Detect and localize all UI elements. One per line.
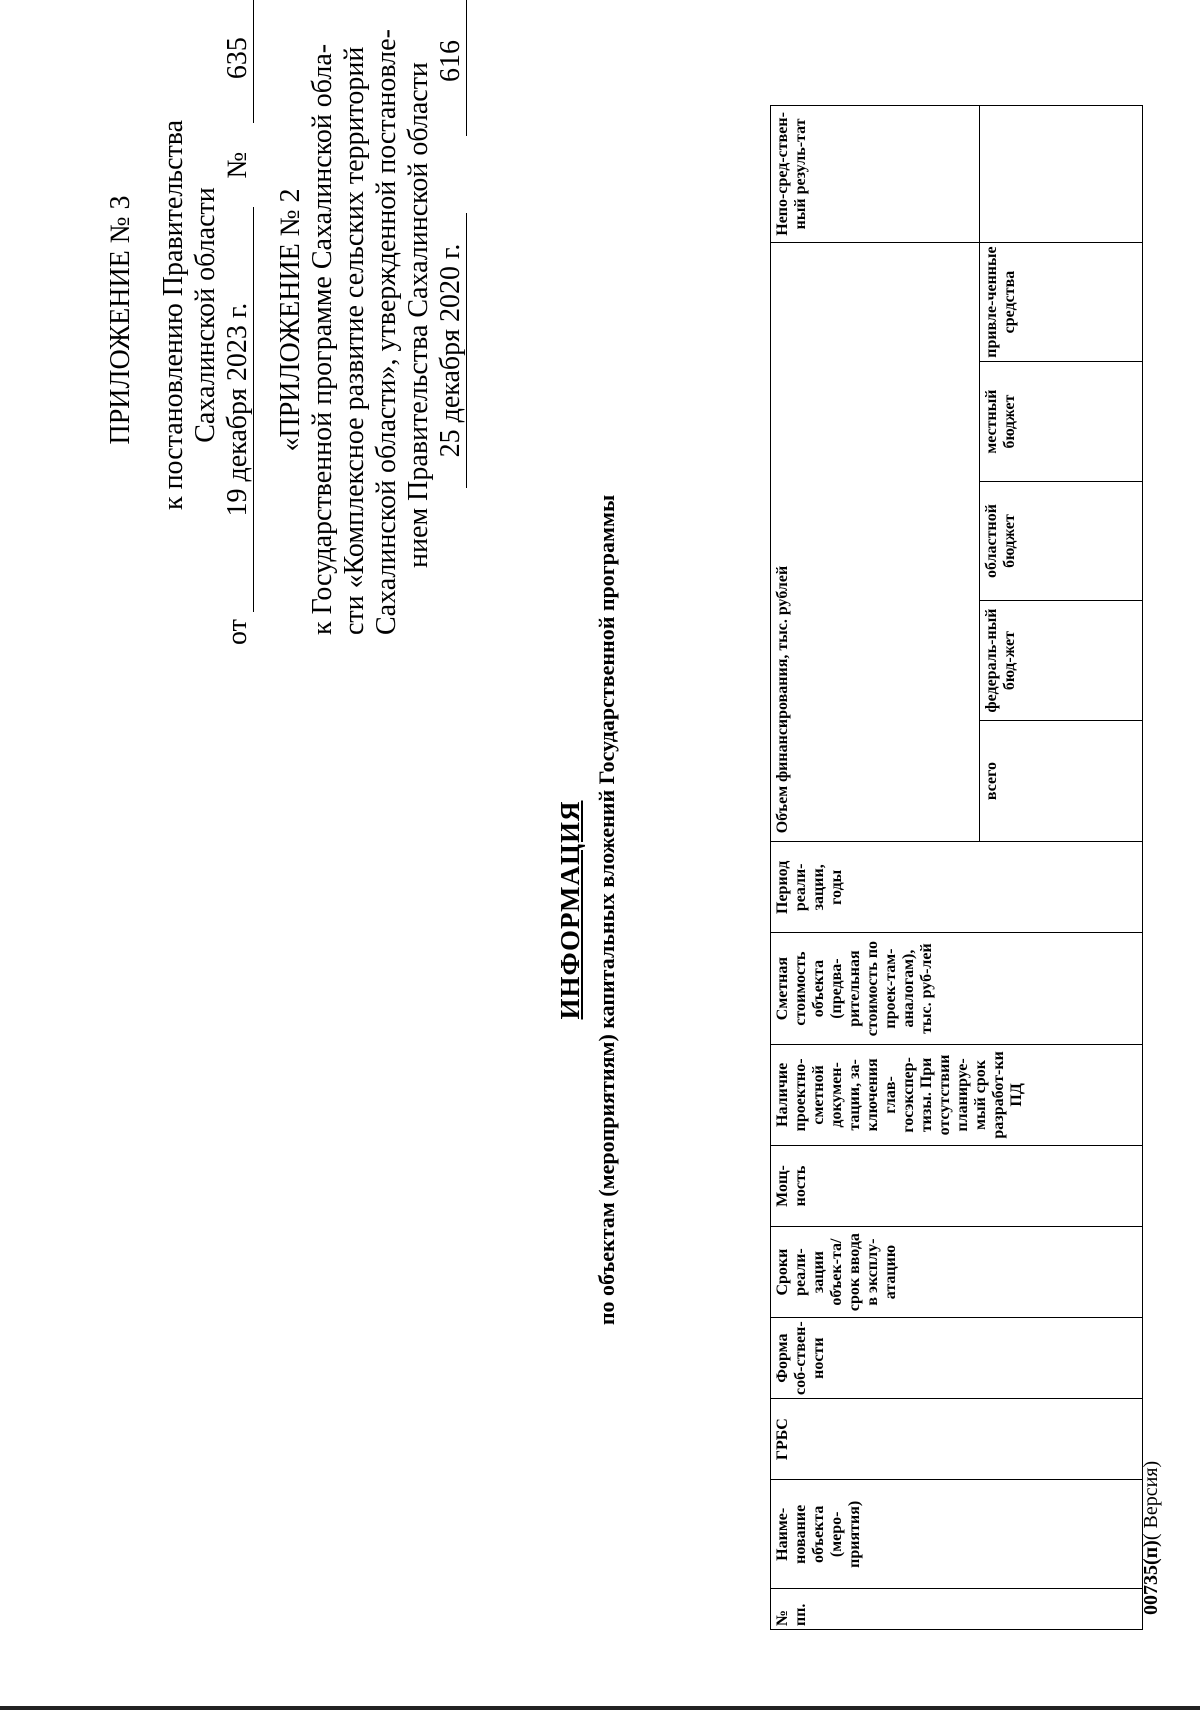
header-result: Непо-сред-ствен-ный резуль-тат (771, 106, 980, 243)
prior-line-1: к Государственной программе Сахалинской обла- (307, 43, 338, 635)
scan-edge-line (0, 1706, 1200, 1710)
header-estimate: Сметная стоимость объекта (предва-рительная стоимость по проек-там-аналогам), тыс. руб-лей (771, 933, 1143, 1044)
header-grbs: ГРБС (771, 1399, 1143, 1480)
header-capacity: Мощ-ность (771, 1146, 1143, 1227)
subheader-regional: областной бюджет (979, 481, 1142, 600)
header-period: Период реали-зации, годы (771, 842, 1143, 933)
decree-date: 19 декабря 2023 г. (223, 207, 254, 612)
table-header-row (771, 106, 980, 1630)
prior-date: 25 декабря 2020 г. (436, 213, 467, 488)
number-label: № (222, 151, 253, 179)
subheader-federal: федераль-ный бюд-жет (979, 601, 1142, 720)
header-financing: Объем финансирования, тыс. рублей (771, 242, 980, 841)
title-sub: по объектам (мероприятиям) капитальных вложений Государственной программы (594, 494, 619, 1326)
subheader-total: всего (979, 720, 1142, 842)
title-main: ИНФОРМАЦИЯ (555, 800, 585, 1020)
prior-appendix-title: «ПРИЛОЖЕНИЕ № 2 (275, 188, 306, 452)
header-name: Наиме-нование объекта (меро-приятия) (771, 1480, 1143, 1589)
prior-line-3: Сахалинской области», утвержденной постановле- (371, 29, 402, 635)
prior-number: 616 (436, 0, 467, 136)
subheader-result-empty (979, 106, 1142, 243)
appendix-title: ПРИЛОЖЕНИЕ № 3 (105, 195, 136, 445)
header-ownership: Форма соб-ствен-ности (771, 1318, 1143, 1399)
prior-line-2: сти «Комплексное развитие сельских территорий (339, 46, 370, 635)
header-terms: Сроки реали-зации объек-та/срок ввода в эксплу-атацию (771, 1227, 1143, 1318)
subheader-attracted: привле-ченные средства (979, 242, 1142, 362)
header-design-docs: Наличие проектно-сметной докумен-тации, за-ключения глав-госэкспер-тизы. При отсутствии планируе-мый срок разработ-ки ПД (771, 1044, 1143, 1145)
prior-date-line (435, 0, 467, 488)
decree-line-1: к постановлению Правительства (158, 119, 189, 511)
capital-investments-table (770, 105, 1143, 1630)
decree-number: 635 (223, 0, 254, 123)
decree-line-2: Сахалинской области (190, 187, 221, 443)
from-label: от (222, 619, 253, 645)
prior-line-4: нием Правительства Сахалинской области (403, 62, 434, 568)
decree-date-line (222, 0, 254, 645)
header-num: № пп. (771, 1589, 1143, 1630)
document-code-number: 00735(п) (1140, 1540, 1162, 1615)
document-code (1140, 1215, 1163, 1615)
subheader-local: местный бюджет (979, 362, 1142, 481)
document-title (555, 310, 620, 1510)
document-version: ( Версия) (1140, 1460, 1162, 1541)
